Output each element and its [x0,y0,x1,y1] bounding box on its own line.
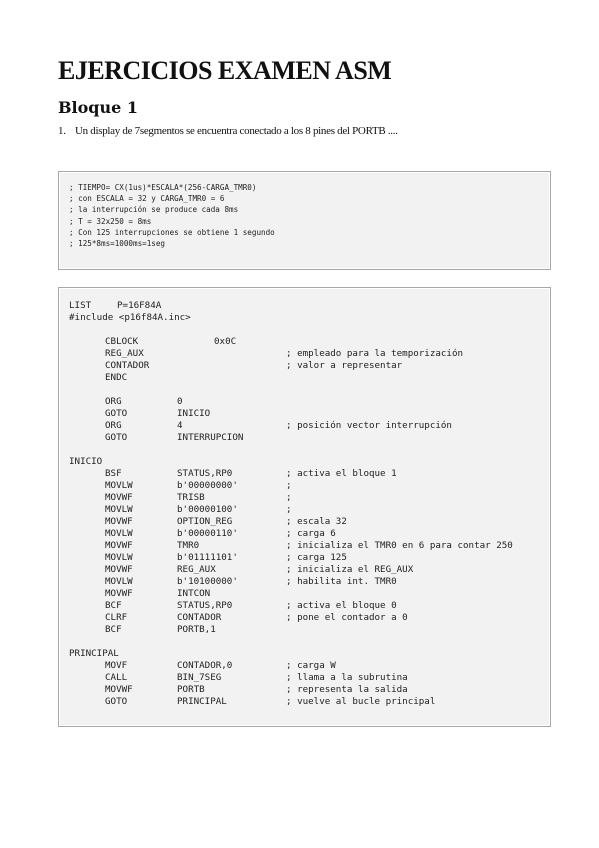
comment-code-block [58,171,551,270]
instruction-operand: INICIO [177,408,211,419]
code-line [69,564,414,576]
blank-line [69,444,102,456]
instruction-operand: b'00000100' [177,504,238,515]
instruction-mnemonic: MOVLW [105,504,133,515]
comment-line: ; TIEMPO= CX(1us)*ESCALA*(256-CARGA_TMR0) [69,183,257,192]
assembly-code-block [58,287,551,727]
instruction-operand: BIN_7SEG [177,672,222,683]
code-line [69,576,397,588]
instruction-operand: PORTB,1 [177,624,216,635]
instruction-mnemonic: ORG [105,420,122,431]
code-line [69,480,292,492]
instruction-mnemonic: MOVWF [105,492,133,503]
code-comment: ; [286,504,292,515]
instruction-mnemonic: GOTO [105,432,128,443]
list-directive: LIST [69,300,92,311]
code-comment: ; llama a la subrutina [286,672,408,683]
list-processor: P=16F84A [117,300,162,311]
code-comment: ; posición vector interrupción [286,420,452,431]
comment-line: ; la interrupción se produce cada 8ms [69,205,239,215]
instruction-operand: INTERRUPCION [177,432,244,443]
code-comment: ; activa el bloque 0 [286,600,397,611]
code-line [69,348,464,360]
inicio-label-line [69,456,102,468]
code-comment: ; pone el contador a 0 [286,612,408,623]
code-line [69,516,347,528]
principal-instructions [69,660,436,708]
code-line [69,600,397,612]
code-line [69,396,183,408]
code-line [69,552,347,564]
instruction-operand: b'10100000' [177,576,238,587]
blank-line [69,384,102,396]
instruction-operand: CONTADOR [177,612,222,623]
instruction-operand: STATUS,RP0 [177,600,233,611]
instruction-operand: TMR0 [177,540,200,551]
code-line [69,360,403,372]
code-comment: ; carga W [286,660,336,671]
instruction-mnemonic: MOVLW [105,552,133,563]
instruction-mnemonic: MOVWF [105,588,133,599]
cblock-vars [69,348,464,384]
comment-line: ; T = 32x250 = 8ms [69,216,152,226]
code-line-include [69,312,191,324]
code-comment: ; activa el bloque 1 [286,468,397,479]
include-directive: #include <p16f84A.inc> [69,312,191,323]
instruction-mnemonic: MOVF [105,660,128,671]
instruction-mnemonic: CALL [105,672,128,683]
instruction-mnemonic: MOVWF [105,564,133,575]
assembly-code [69,300,513,708]
code-comment: ; vuelve al bucle principal [286,696,436,707]
variable-name: ENDC [105,372,128,383]
instruction-mnemonic: MOVLW [105,576,133,587]
blank-line [69,636,102,648]
code-line [69,672,408,684]
instruction-mnemonic: GOTO [105,408,128,419]
code-line [69,624,216,636]
document-title: EJERCICIOS EXAMEN ASM [58,56,392,85]
code-comment: ; empleado para la temporización [286,348,464,359]
blank-line [69,324,102,336]
instruction-mnemonic: BSF [105,468,122,479]
code-line [69,432,244,444]
variable-name: CONTADOR [105,360,150,371]
instruction-mnemonic: MOVWF [105,684,133,695]
code-comment: ; inicializa el REG_AUX [286,564,414,575]
code-comment: ; escala 32 [286,516,347,527]
instruction-operand: TRISB [177,492,205,503]
code-line-cblock [69,336,237,348]
comment-line: ; 125*8ms=1000ms=1seg [69,239,166,249]
comment-lines [69,182,275,249]
section-heading: Bloque 1 [58,98,138,117]
instruction-mnemonic: MOVWF [105,540,133,551]
code-line [69,684,408,696]
code-line [69,540,513,552]
instruction-operand: INTCON [177,588,211,599]
instruction-mnemonic: ORG [105,396,122,407]
item-text: Un display de 7segmentos se encuentra conectado a los 8 pines del PORTB .... [75,125,398,137]
instruction-operand: STATUS,RP0 [177,468,233,479]
instruction-operand: REG_AUX [177,564,216,575]
instruction-operand: b'00000110' [177,528,238,539]
cblock-directive: CBLOCK [105,336,139,347]
principal-label: PRINCIPAL [69,648,119,659]
instruction-mnemonic: MOVLW [105,528,133,539]
code-line [69,660,336,672]
code-comment: ; representa la salida [286,684,408,695]
comment-line: ; con ESCALA = 32 y CARGA_TMR0 = 6 [69,194,225,204]
item-number: 1. [58,125,66,137]
instruction-operand: OPTION_REG [177,516,233,527]
code-line [69,588,211,600]
principal-label-line [69,648,119,660]
code-comment: ; habilita int. TMR0 [286,576,397,587]
instruction-operand: PRINCIPAL [177,696,227,707]
inicio-label: INICIO [69,456,103,467]
instruction-mnemonic: MOVLW [105,480,133,491]
instruction-mnemonic: GOTO [105,696,128,707]
code-comment: ; [286,480,292,491]
exercise-item [58,125,398,137]
code-line [69,696,436,708]
instruction-mnemonic: BCF [105,600,122,611]
instruction-operand: 4 [177,420,183,431]
instruction-operand: CONTADOR,0 [177,660,233,671]
code-line [69,528,336,540]
code-line [69,612,408,624]
code-line [69,468,397,480]
cblock-address: 0x0C [214,336,237,347]
instruction-operand: PORTB [177,684,205,695]
instruction-operand: b'00000000' [177,480,238,491]
code-comment: ; [286,492,292,503]
header-instructions [69,396,452,444]
variable-name: REG_AUX [105,348,144,359]
comment-line: ; Con 125 interrupciones se obtiene 1 segundo [69,227,275,237]
instruction-mnemonic: BCF [105,624,122,635]
code-comment: ; carga 125 [286,552,347,563]
code-comment: ; valor a representar [286,360,403,371]
instruction-mnemonic: MOVWF [105,516,133,527]
code-line [69,420,452,432]
instruction-operand: 0 [177,396,183,407]
code-line [69,408,211,420]
code-line [69,504,292,516]
code-line-list [69,300,162,312]
inicio-instructions [69,468,513,636]
instruction-operand: b'01111101' [177,552,238,563]
code-comment: ; carga 6 [286,528,336,539]
code-line [69,372,128,384]
code-comment: ; inicializa el TMR0 en 6 para contar 250 [286,540,513,551]
instruction-mnemonic: CLRF [105,612,128,623]
code-line [69,492,292,504]
